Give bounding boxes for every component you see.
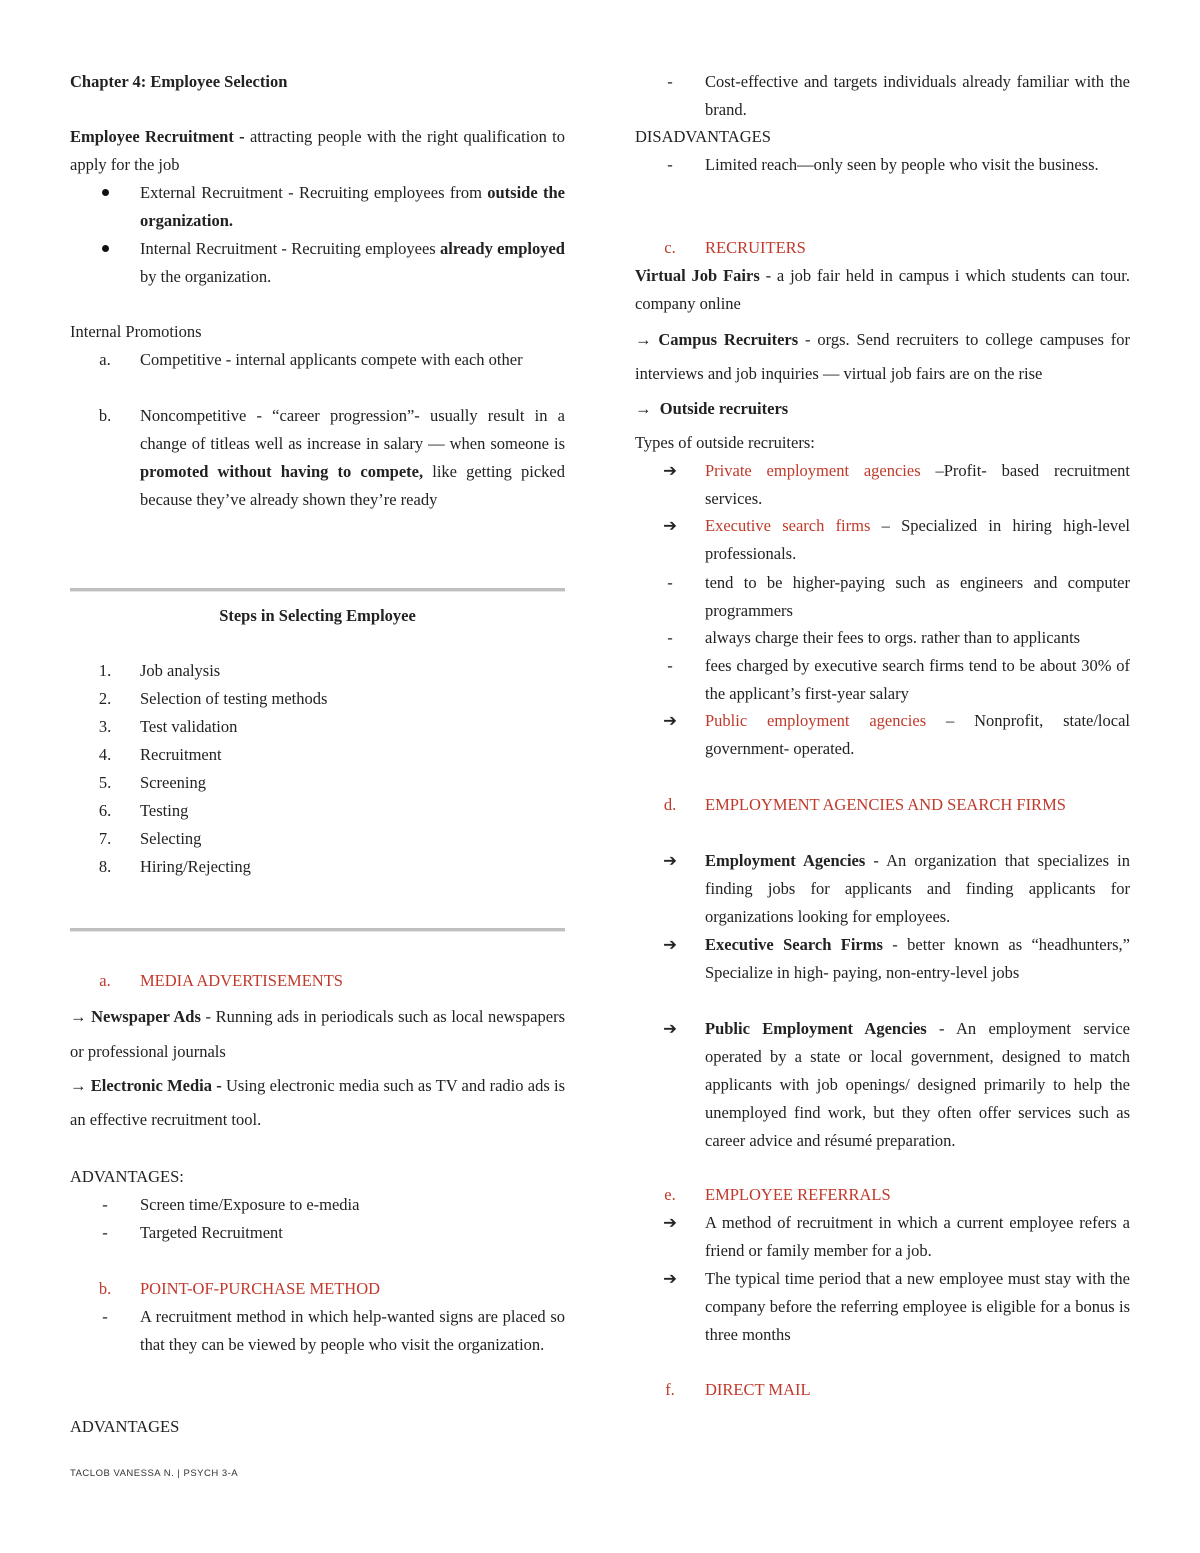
divider [70,928,565,932]
bullet-icon [70,179,140,207]
list-item: ➔ Public employment agencies – Nonprofit, state/local government- operated. [635,707,1130,763]
bullet-icon [70,235,140,263]
list-item: - Cost-effective and targets individuals already familiar with the brand. [667,72,1130,119]
recruitment-term: Employee Recruitment - [70,127,245,146]
virtual-job-fairs: Virtual Job Fairs - a job fair held in campus i which students can tour. company online [635,266,1130,313]
section-heading-pop: b. POINT-OF-PURCHASE METHOD [98,1279,381,1298]
list-item: 8. Hiring/Rejecting [98,857,251,876]
newspaper-ads: → Newspaper Ads - Running ads in periodicals such as local newspapers or professional journals [70,1007,565,1061]
list-item: ➔ A method of recruitment in which a current employee refers a friend or family member for a job. [635,1209,1130,1265]
advantages-label: ADVANTAGES: [70,1167,184,1186]
list-item: - tend to be higher-paying such as engineers and computer programmers [667,573,1130,620]
arrow-icon: ➔ [663,1019,677,1038]
arrow-icon: ➔ [663,935,677,954]
recruitment-definition: Employee Recruitment - attracting people with the right qualification to apply for the job [70,127,565,174]
steps-heading: Steps in Selecting Employee [219,606,416,625]
types-label: Types of outside recruiters: [635,433,815,452]
promotions-heading: Internal Promotions [70,322,202,341]
list-item: 5. Screening [98,773,206,792]
list-item: ➔ The typical time period that a new employee must stay with the company before the referring employee is eligible for a bonus is three months [635,1265,1130,1349]
arrow-icon: ➔ [663,1213,677,1232]
list-item: - fees charged by executive search firms tend to be about 30% of the applicant’s first-year salary [667,656,1130,703]
disadvantages-label: DISADVANTAGES [635,127,771,146]
list-item: ➔ Employment Agencies - An organization that specializes in finding jobs for applicants and finding applicants for organizations looking for employees. [635,847,1130,931]
arrow-icon: ➔ [663,461,677,480]
section-heading-media: a. MEDIA ADVERTISEMENTS [99,971,343,990]
list-item: ➔ Private employment agencies –Profit- based recruitment services. [635,457,1130,513]
section-heading-agencies: d. EMPLOYMENT AGENCIES AND SEARCH FIRMS [663,795,1066,814]
list-item: Internal Recruitment - Recruiting employees already employed by the organization. [70,235,565,291]
list-item: 6. Testing [98,801,189,820]
list-item: 1. Job analysis [98,661,221,680]
electronic-media: → Electronic Media - Using electronic media such as TV and radio ads is an effective recruitment tool. [70,1076,565,1129]
section-heading-recruiters: c. RECRUITERS [664,238,806,257]
list-item: - Targeted Recruitment [102,1223,283,1242]
list-item: ➔ Executive Search Firms - better known as “headhunters,” Specialize in high- paying, non-entry-level jobs [635,931,1130,987]
chapter-title: Chapter 4: Employee Selection [70,72,288,91]
section-heading-referrals: e. EMPLOYEE REFERRALS [664,1185,891,1204]
arrow-icon: ➔ [663,516,677,535]
campus-recruiters: → Campus Recruiters - orgs. Send recruiters to college campuses for interviews and job inquiries — virtual job fairs are on the rise [635,330,1130,383]
list-item: a. Competitive - internal applicants compete with each other [99,350,523,369]
section-heading-direct-mail: f. DIRECT MAIL [665,1380,811,1399]
list-item: - Limited reach—only seen by people who visit the business. [667,155,1099,174]
list-item: 2. Selection of testing methods [98,689,328,708]
list-item: - Screen time/Exposure to e-media [102,1195,360,1214]
list-item: ➔ Public Employment Agencies - An employment service operated by a state or local government, designed to match applicants with job openings/ designed primarily to help the unemployed find work, but they often offer services such as career advice and résumé preparation. [635,1015,1130,1155]
advantages-label: ADVANTAGES [70,1417,180,1436]
list-item: ➔ Executive search firms – Specialized in hiring high-level professionals. [635,512,1130,568]
list-item: 7. Selecting [98,829,202,848]
list-item: - A recruitment method in which help-wanted signs are placed so that they can be viewed by people who visit the organization. [102,1307,565,1354]
list-item: External Recruitment - Recruiting employees from outside the organization. [70,179,565,235]
footer: TACLOB VANESSA N. | PSYCH 3-A [70,1468,239,1479]
arrow-icon: ➔ [663,1269,677,1288]
arrow-icon: ➔ [663,711,677,730]
list-item: 3. Test validation [98,717,238,736]
list-item: b. Noncompetitive - “career progression”- usually result in a change of titleas well as increase in salary — when someone is promoted without having to compete, like getting picked because they’ve already shown they’re ready [98,406,565,509]
outside-recruiters: → Outside recruiters [635,399,789,418]
list-item: 4. Recruitment [98,745,222,764]
divider [70,588,565,592]
arrow-icon: ➔ [663,851,677,870]
list-item: - always charge their fees to orgs. rather than to applicants [667,628,1081,647]
